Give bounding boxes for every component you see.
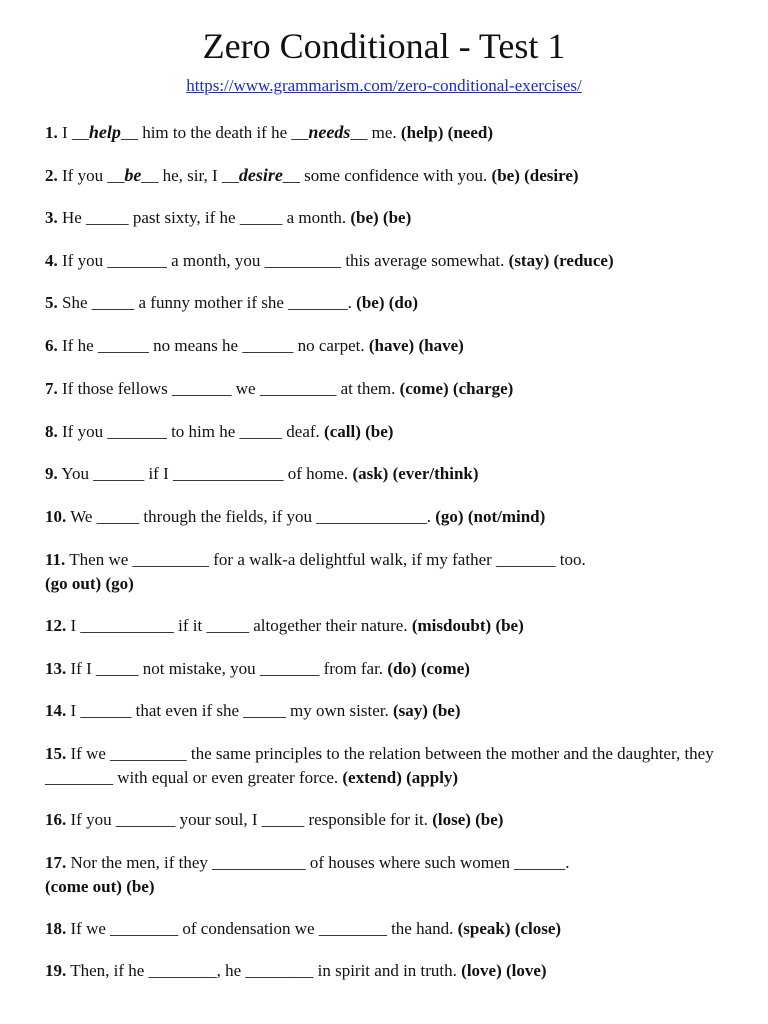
source-link-line: [0, 75, 768, 97]
sentence-text: I ______ that even if she _____ my own sister.: [70, 701, 389, 720]
item-number: 7.: [45, 379, 58, 398]
item-number: 18.: [45, 919, 67, 938]
item-number: 17.: [45, 853, 67, 872]
verb-hints: (extend) (apply): [342, 768, 459, 787]
verb-hints: (be) (do): [356, 293, 419, 312]
item-number: 6.: [45, 336, 58, 355]
exercise-item-15: [45, 742, 730, 790]
exercise-item-8: [45, 420, 730, 444]
verb-hints: (call) (be): [324, 422, 394, 441]
sentence-part: __ some confidence with you.: [282, 166, 488, 185]
exercise-item-2: [45, 163, 730, 188]
sentence-text: If I _____ not mistake, you _______ from far.: [70, 659, 384, 678]
verb-hints: (be) (be): [350, 208, 412, 227]
verb-hints: (lose) (be): [432, 810, 504, 829]
page-title: Zero Conditional - Test 1: [202, 26, 566, 66]
verb-hints: (stay) (reduce): [508, 251, 614, 270]
verb-hints: (be) (desire): [491, 166, 579, 185]
verb-hints: (misdoubt) (be): [411, 616, 524, 635]
exercise-item-16: [45, 808, 730, 832]
filled-answer: desire: [238, 165, 283, 185]
item-number: 5.: [45, 293, 58, 312]
item-number: 2.: [45, 166, 58, 185]
verb-hints: (come out) (be): [45, 877, 155, 896]
sentence-part: __ me.: [350, 123, 397, 142]
sentence-text: You ______ if I _____________ of home.: [61, 464, 349, 483]
item-number: 11.: [45, 550, 66, 569]
verb-hints: (help) (need): [400, 123, 493, 142]
item-number: 1.: [45, 123, 58, 142]
exercise-item-7: [45, 377, 730, 401]
sentence-text: Then, if he ________, he ________ in spirit and in truth.: [70, 961, 457, 980]
exercise-item-4: [45, 249, 730, 273]
sentence-text: Nor the men, if they ___________ of houses where such women ______.: [70, 853, 570, 872]
exercise-item-11: [45, 548, 730, 596]
exercise-item-12: [45, 614, 730, 638]
sentence-text: If you _______ to him he _____ deaf.: [62, 422, 320, 441]
exercise-item-9: [45, 462, 730, 486]
verb-hints: (speak) (close): [457, 919, 562, 938]
sentence-text: If we _________ the same principles to the relation between the mother and the daughter, they ________ with equal or even greater force.: [45, 744, 714, 787]
exercise-item-10: [45, 505, 730, 529]
item-number: 13.: [45, 659, 67, 678]
filled-answer: be: [124, 165, 142, 185]
item-number: 4.: [45, 251, 58, 270]
verb-hints: (say) (be): [393, 701, 461, 720]
exercise-item-6: [45, 334, 730, 358]
item-number: 10.: [45, 507, 67, 526]
item-number: 9.: [45, 464, 58, 483]
item-number: 19.: [45, 961, 67, 980]
exercise-item-13: [45, 657, 730, 681]
sentence-part: __ him to the death if he __: [120, 123, 309, 142]
source-link[interactable]: https://www.grammarism.com/zero-conditional-exercises/: [186, 76, 582, 95]
verb-hints: (love) (love): [461, 961, 547, 980]
filled-answer: needs: [308, 122, 351, 142]
sentence-text: I ___________ if it _____ altogether their nature.: [70, 616, 408, 635]
exercise-item-18: [45, 917, 730, 941]
verb-hints: (ask) (ever/think): [352, 464, 479, 483]
item-number: 12.: [45, 616, 67, 635]
item-number: 14.: [45, 701, 67, 720]
verb-hints: (have) (have): [368, 336, 464, 355]
exercise-item-19: [45, 959, 730, 983]
exercise-item-14: [45, 699, 730, 723]
sentence-text: Then we _________ for a walk-a delightful walk, if my father _______ too.: [69, 550, 586, 569]
item-number: 3.: [45, 208, 58, 227]
sentence-text: If those fellows _______ we _________ at them.: [62, 379, 396, 398]
sentence-text: If he ______ no means he ______ no carpet.: [62, 336, 365, 355]
sentence-part: I __: [62, 123, 89, 142]
verb-hints: (go) (not/mind): [435, 507, 546, 526]
item-number: 15.: [45, 744, 67, 763]
verb-hints: (do) (come): [387, 659, 470, 678]
exercise-item-1: [45, 120, 730, 145]
sentence-text: We _____ through the fields, if you _____________.: [70, 507, 431, 526]
sentence-part: __ he, sir, I __: [141, 166, 239, 185]
sentence-text: If you _______ your soul, I _____ responsible for it.: [70, 810, 428, 829]
verb-hints: (go out) (go): [45, 574, 134, 593]
exercise-item-5: [45, 291, 730, 315]
exercise-item-3: [45, 206, 730, 230]
sentence-text: She _____ a funny mother if she _______.: [62, 293, 352, 312]
sentence-text: If you _______ a month, you _________ this average somewhat.: [62, 251, 505, 270]
sentence-text: He _____ past sixty, if he _____ a month.: [62, 208, 347, 227]
filled-answer: help: [88, 122, 121, 142]
item-number: 8.: [45, 422, 58, 441]
sentence-text: If we ________ of condensation we ________ the hand.: [70, 919, 454, 938]
sentence-part: If you __: [62, 166, 125, 185]
verb-hints: (come) (charge): [399, 379, 514, 398]
item-number: 16.: [45, 810, 67, 829]
exercise-item-17: [45, 851, 730, 899]
